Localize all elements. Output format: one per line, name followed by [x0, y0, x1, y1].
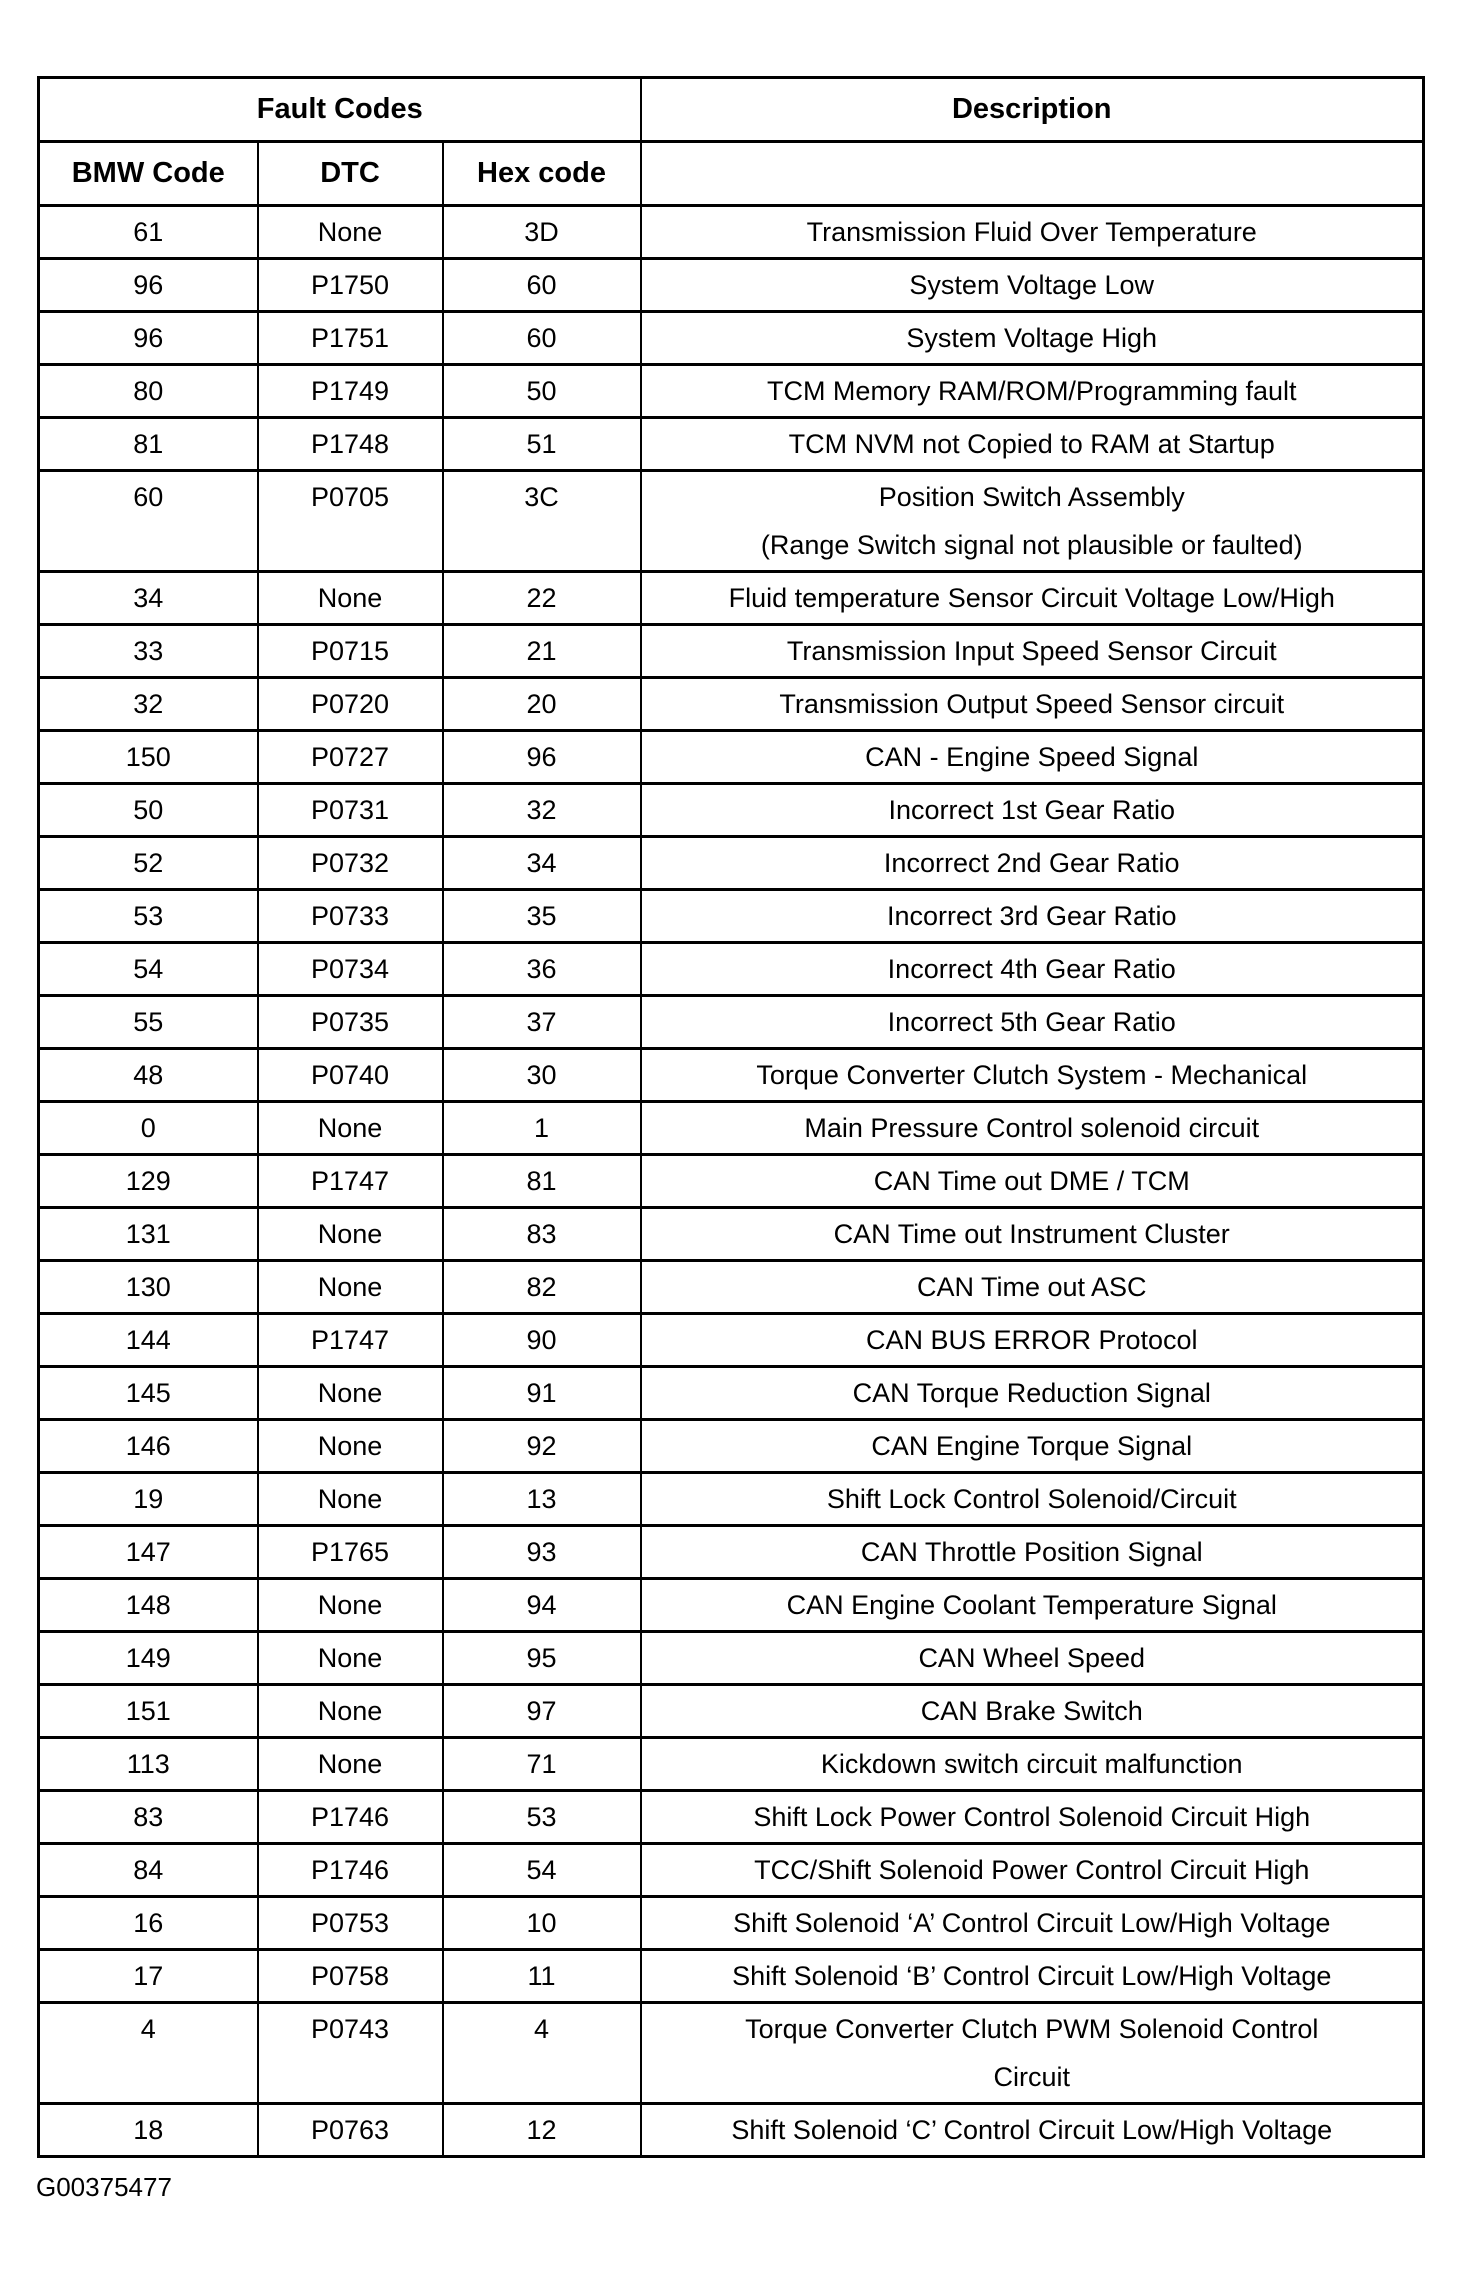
dtc-cell: P1747: [258, 1155, 443, 1208]
table-row: [39, 678, 1424, 731]
description-line: CAN - Engine Speed Signal: [865, 742, 1199, 772]
description-line: Transmission Fluid Over Temperature: [806, 217, 1257, 247]
description-cell: [641, 731, 1424, 784]
bmw-code-cell: 129: [39, 1155, 258, 1208]
description-line: CAN Time out Instrument Cluster: [833, 1219, 1230, 1249]
table-row: [39, 1685, 1424, 1738]
hex-code-cell: 1: [443, 1102, 641, 1155]
bmw-code-cell: 32: [39, 678, 258, 731]
description-cell: [641, 1738, 1424, 1791]
description-line: CAN BUS ERROR Protocol: [865, 1325, 1198, 1355]
description-line: CAN Time out ASC: [916, 1272, 1147, 1302]
description-line: System Voltage High: [906, 323, 1158, 353]
dtc-cell: P0753: [258, 1897, 443, 1950]
dtc-cell: P0720: [258, 678, 443, 731]
description-line: Shift Lock Power Control Solenoid Circuit High: [753, 1802, 1311, 1832]
table-row: [39, 731, 1424, 784]
description-cell: [641, 837, 1424, 890]
description-line: CAN Time out DME / TCM: [873, 1166, 1190, 1196]
description-cell: [641, 625, 1424, 678]
table-row: [39, 890, 1424, 943]
description-cell: [641, 471, 1424, 572]
table-row: [39, 1579, 1424, 1632]
description-cell: [641, 1049, 1424, 1102]
description-cell: [641, 1102, 1424, 1155]
description-cell: [641, 1579, 1424, 1632]
description-line: TCM Memory RAM/ROM/Programming fault: [766, 376, 1297, 406]
description-cell: [641, 1208, 1424, 1261]
description-cell: [641, 1844, 1424, 1897]
bmw-code-cell: 147: [39, 1526, 258, 1579]
description-cell: [641, 1897, 1424, 1950]
table-row: [39, 259, 1424, 312]
hex-code-cell: 4: [443, 2003, 641, 2104]
hex-code-cell: 96: [443, 731, 641, 784]
description-line: TCM NVM not Copied to RAM at Startup: [788, 429, 1275, 459]
description-cell: [641, 784, 1424, 837]
description-line: Incorrect 4th Gear Ratio: [887, 954, 1176, 984]
hex-code-cell: 36: [443, 943, 641, 996]
dtc-cell: None: [258, 572, 443, 625]
bmw-code-cell: 131: [39, 1208, 258, 1261]
bmw-code-cell: 48: [39, 1049, 258, 1102]
hex-code-cell: 51: [443, 418, 641, 471]
description-line: Fluid temperature Sensor Circuit Voltage Low/High: [728, 583, 1335, 613]
hex-code-cell: 35: [443, 890, 641, 943]
description-cell: [641, 996, 1424, 1049]
hex-code-cell: 3D: [443, 206, 641, 259]
description-line: Incorrect 1st Gear Ratio: [888, 795, 1176, 825]
table-row: [39, 1897, 1424, 1950]
hex-code-cell: 13: [443, 1473, 641, 1526]
hex-code-cell: 97: [443, 1685, 641, 1738]
bmw-code-cell: 4: [39, 2003, 258, 2104]
bmw-code-cell: 34: [39, 572, 258, 625]
hex-code-cell: 12: [443, 2104, 641, 2157]
bmw-code-cell: 84: [39, 1844, 258, 1897]
description-line: CAN Wheel Speed: [918, 1643, 1146, 1673]
hex-code-cell: 71: [443, 1738, 641, 1791]
description-cell: [641, 206, 1424, 259]
description-cell: [641, 259, 1424, 312]
bmw-code-cell: 96: [39, 312, 258, 365]
dtc-cell: P0715: [258, 625, 443, 678]
table-row: [39, 1208, 1424, 1261]
description-line: CAN Engine Torque Signal: [871, 1431, 1193, 1461]
bmw-code-cell: 33: [39, 625, 258, 678]
dtc-cell: None: [258, 206, 443, 259]
description-line: CAN Throttle Position Signal: [860, 1537, 1203, 1567]
bmw-code-cell: 96: [39, 259, 258, 312]
bmw-code-cell: 146: [39, 1420, 258, 1473]
bmw-code-cell: 60: [39, 471, 258, 572]
bmw-code-cell: 83: [39, 1791, 258, 1844]
description-cell: [641, 1685, 1424, 1738]
table-row: [39, 1102, 1424, 1155]
dtc-cell: P0733: [258, 890, 443, 943]
description-group-header: Description: [641, 78, 1424, 142]
bmw-code-cell: 0: [39, 1102, 258, 1155]
bmw-code-cell: 144: [39, 1314, 258, 1367]
col-header-hex-code: Hex code: [443, 142, 641, 206]
table-row: [39, 625, 1424, 678]
bmw-code-cell: 130: [39, 1261, 258, 1314]
table-row: [39, 1420, 1424, 1473]
hex-code-cell: 21: [443, 625, 641, 678]
description-cell: [641, 1950, 1424, 2003]
table-row: [39, 206, 1424, 259]
dtc-cell: None: [258, 1579, 443, 1632]
hex-code-cell: 10: [443, 1897, 641, 1950]
hex-code-cell: 90: [443, 1314, 641, 1367]
description-cell: [641, 1632, 1424, 1685]
description-line: Kickdown switch circuit malfunction: [820, 1749, 1243, 1779]
description-cell: [641, 1526, 1424, 1579]
table-row: [39, 2104, 1424, 2157]
hex-code-cell: 83: [443, 1208, 641, 1261]
table-body: [39, 206, 1424, 2157]
table-row: [39, 1473, 1424, 1526]
description-cell: [641, 418, 1424, 471]
description-line: CAN Engine Coolant Temperature Signal: [786, 1590, 1277, 1620]
bmw-code-cell: 151: [39, 1685, 258, 1738]
description-line: CAN Torque Reduction Signal: [852, 1378, 1211, 1408]
hex-code-cell: 37: [443, 996, 641, 1049]
description-cell: [641, 572, 1424, 625]
bmw-code-cell: 17: [39, 1950, 258, 2003]
description-line: Shift Solenoid ‘A’ Control Circuit Low/High Voltage: [733, 1908, 1331, 1938]
description-cell: [641, 678, 1424, 731]
dtc-cell: P0705: [258, 471, 443, 572]
hex-code-cell: 94: [443, 1579, 641, 1632]
bmw-code-cell: 81: [39, 418, 258, 471]
table-row: [39, 471, 1424, 572]
hex-code-cell: 60: [443, 259, 641, 312]
dtc-cell: None: [258, 1367, 443, 1420]
table-row: [39, 1791, 1424, 1844]
description-line: Main Pressure Control solenoid circuit: [804, 1113, 1260, 1143]
bmw-code-cell: 54: [39, 943, 258, 996]
dtc-cell: P1751: [258, 312, 443, 365]
hex-code-cell: 60: [443, 312, 641, 365]
bmw-code-cell: 53: [39, 890, 258, 943]
description-line: Incorrect 2nd Gear Ratio: [883, 848, 1180, 878]
table-row: [39, 1632, 1424, 1685]
description-cell: [641, 1155, 1424, 1208]
bmw-code-cell: 19: [39, 1473, 258, 1526]
description-cell: [641, 365, 1424, 418]
dtc-cell: P1748: [258, 418, 443, 471]
bmw-code-cell: 145: [39, 1367, 258, 1420]
table-header: [39, 78, 1424, 206]
description-line: Incorrect 5th Gear Ratio: [887, 1007, 1176, 1037]
table-row: [39, 1261, 1424, 1314]
bmw-code-cell: 148: [39, 1579, 258, 1632]
dtc-cell: P1749: [258, 365, 443, 418]
dtc-cell: P1746: [258, 1844, 443, 1897]
description-line: (Range Switch signal not plausible or faulted): [760, 530, 1303, 560]
description-cell: [641, 1261, 1424, 1314]
fault-codes-group-header: Fault Codes: [39, 78, 641, 142]
hex-code-cell: 95: [443, 1632, 641, 1685]
description-line: CAN Brake Switch: [920, 1696, 1143, 1726]
bmw-code-cell: 55: [39, 996, 258, 1049]
hex-code-cell: 91: [443, 1367, 641, 1420]
description-line: Incorrect 3rd Gear Ratio: [886, 901, 1177, 931]
table-row: [39, 1367, 1424, 1420]
description-line: Torque Converter Clutch PWM Solenoid Control: [745, 2014, 1319, 2044]
dtc-cell: None: [258, 1473, 443, 1526]
dtc-cell: P1765: [258, 1526, 443, 1579]
description-line: Transmission Output Speed Sensor circuit: [779, 689, 1285, 719]
dtc-cell: None: [258, 1261, 443, 1314]
table-row: [39, 2003, 1424, 2104]
dtc-cell: P0731: [258, 784, 443, 837]
bmw-code-cell: 52: [39, 837, 258, 890]
description-cell: [641, 1314, 1424, 1367]
col-header-dtc: DTC: [258, 142, 443, 206]
description-cell: [641, 2104, 1424, 2157]
table-row: [39, 1738, 1424, 1791]
dtc-cell: P0735: [258, 996, 443, 1049]
dtc-cell: P0743: [258, 2003, 443, 2104]
table-row: [39, 1526, 1424, 1579]
table-row: [39, 996, 1424, 1049]
table-row: [39, 1950, 1424, 2003]
description-cell: [641, 2003, 1424, 2104]
table-row: [39, 572, 1424, 625]
dtc-cell: None: [258, 1685, 443, 1738]
dtc-cell: None: [258, 1738, 443, 1791]
dtc-cell: P0732: [258, 837, 443, 890]
bmw-code-cell: 61: [39, 206, 258, 259]
bmw-code-cell: 113: [39, 1738, 258, 1791]
dtc-cell: P0758: [258, 1950, 443, 2003]
hex-code-cell: 54: [443, 1844, 641, 1897]
table-row: [39, 418, 1424, 471]
group-header-row: [39, 78, 1424, 142]
description-cell: [641, 1473, 1424, 1526]
description-cell: [641, 312, 1424, 365]
dtc-cell: P1746: [258, 1791, 443, 1844]
table-row: [39, 943, 1424, 996]
dtc-cell: None: [258, 1420, 443, 1473]
table-row: [39, 1155, 1424, 1208]
description-cell: [641, 1420, 1424, 1473]
table-row: [39, 365, 1424, 418]
table-row: [39, 1049, 1424, 1102]
dtc-cell: P0734: [258, 943, 443, 996]
table-row: [39, 1844, 1424, 1897]
hex-code-cell: 50: [443, 365, 641, 418]
bmw-code-cell: 50: [39, 784, 258, 837]
bmw-code-cell: 80: [39, 365, 258, 418]
bmw-code-cell: 150: [39, 731, 258, 784]
dtc-cell: P0740: [258, 1049, 443, 1102]
hex-code-cell: 81: [443, 1155, 641, 1208]
hex-code-cell: 92: [443, 1420, 641, 1473]
hex-code-cell: 11: [443, 1950, 641, 2003]
description-cell: [641, 1791, 1424, 1844]
column-header-row: [39, 142, 1424, 206]
table-row: [39, 784, 1424, 837]
hex-code-cell: 34: [443, 837, 641, 890]
hex-code-cell: 3C: [443, 471, 641, 572]
description-line: Shift Solenoid ‘C’ Control Circuit Low/High Voltage: [731, 2115, 1333, 2145]
dtc-cell: P0727: [258, 731, 443, 784]
hex-code-cell: 32: [443, 784, 641, 837]
fault-codes-table: [37, 76, 1425, 2158]
table-row: [39, 837, 1424, 890]
dtc-cell: None: [258, 1632, 443, 1685]
description-line: TCC/Shift Solenoid Power Control Circuit High: [754, 1855, 1310, 1885]
hex-code-cell: 30: [443, 1049, 641, 1102]
hex-code-cell: 53: [443, 1791, 641, 1844]
description-line: System Voltage Low: [909, 270, 1155, 300]
table-row: [39, 312, 1424, 365]
bmw-code-cell: 18: [39, 2104, 258, 2157]
hex-code-cell: 93: [443, 1526, 641, 1579]
description-line: Position Switch Assembly: [878, 482, 1185, 512]
table-row: [39, 1314, 1424, 1367]
hex-code-cell: 22: [443, 572, 641, 625]
col-header-description-empty: [641, 142, 1424, 206]
dtc-cell: None: [258, 1102, 443, 1155]
description-cell: [641, 1367, 1424, 1420]
dtc-cell: P0763: [258, 2104, 443, 2157]
description-line: Shift Lock Control Solenoid/Circuit: [826, 1484, 1237, 1514]
figure-id-label: G00375477: [36, 2172, 172, 2202]
bmw-code-cell: 16: [39, 1897, 258, 1950]
hex-code-cell: 82: [443, 1261, 641, 1314]
description-cell: [641, 890, 1424, 943]
dtc-cell: P1750: [258, 259, 443, 312]
bmw-code-cell: 149: [39, 1632, 258, 1685]
description-cell: [641, 943, 1424, 996]
dtc-cell: None: [258, 1208, 443, 1261]
description-line: Shift Solenoid ‘B’ Control Circuit Low/High Voltage: [732, 1961, 1332, 1991]
description-line: Circuit: [993, 2062, 1070, 2092]
hex-code-cell: 20: [443, 678, 641, 731]
description-line: Torque Converter Clutch System - Mechanical: [756, 1060, 1308, 1090]
description-line: Transmission Input Speed Sensor Circuit: [786, 636, 1277, 666]
dtc-cell: P1747: [258, 1314, 443, 1367]
col-header-bmw-code: BMW Code: [39, 142, 258, 206]
